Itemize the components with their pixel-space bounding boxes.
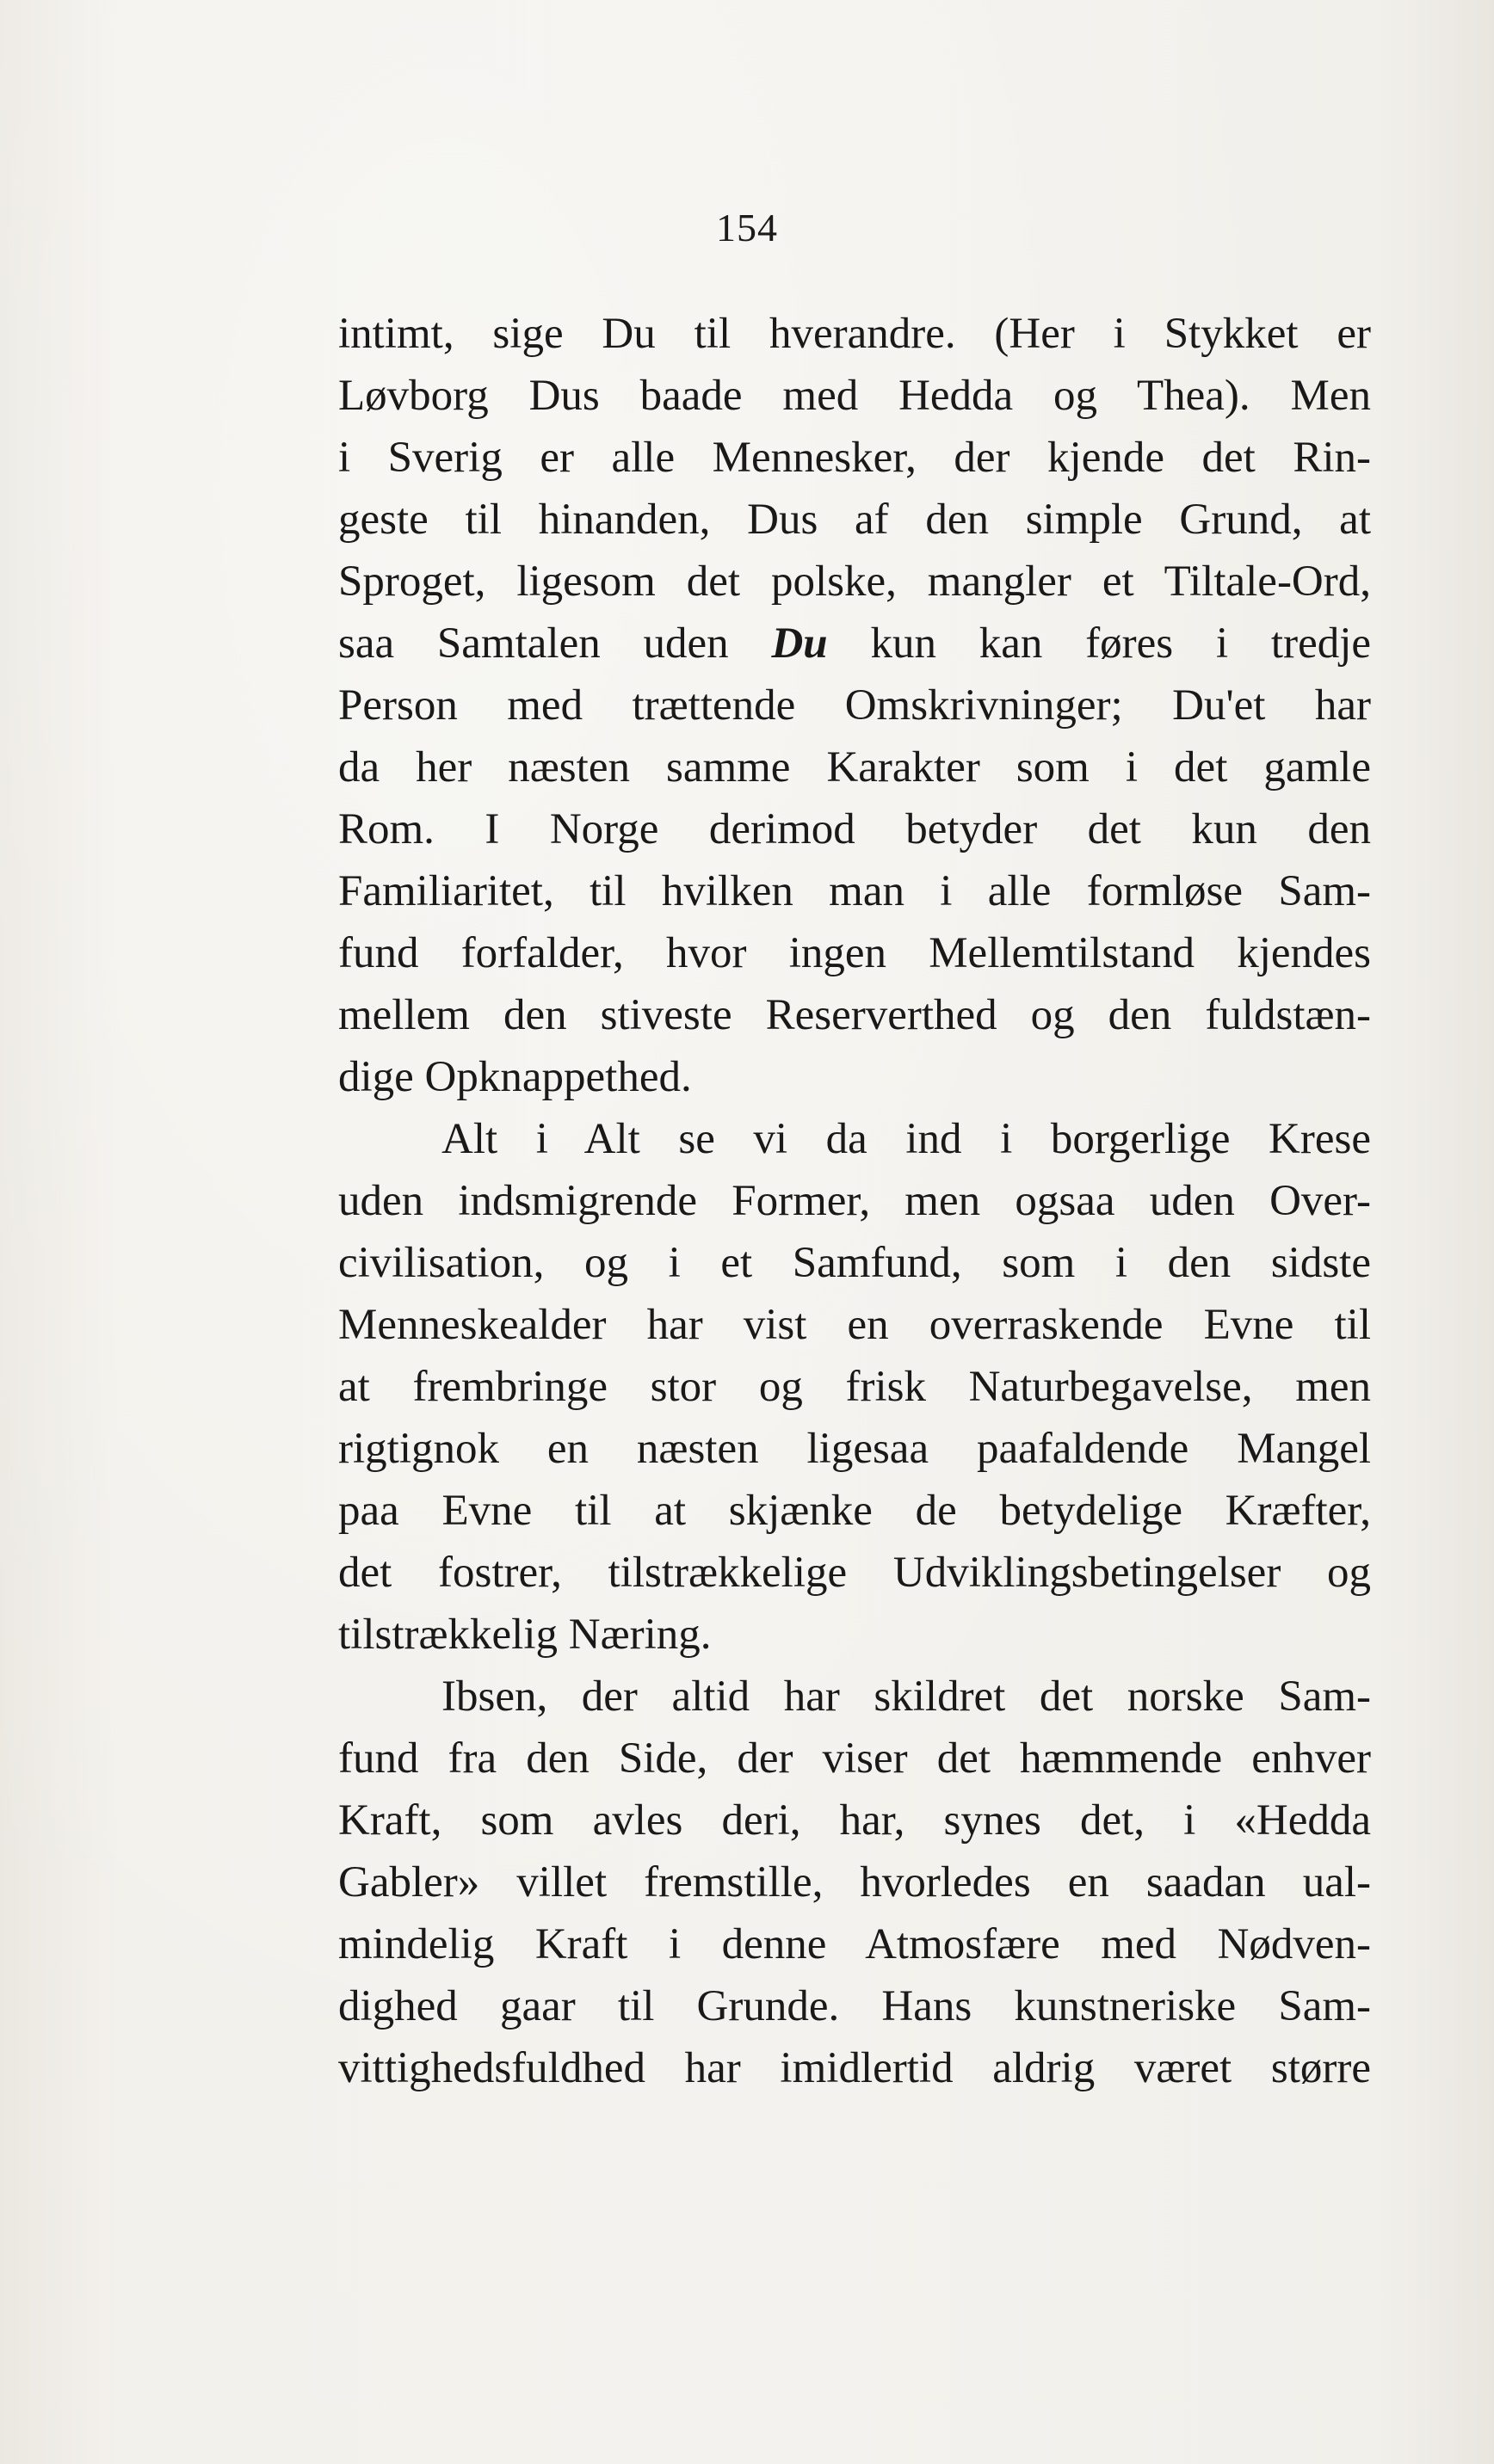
text-line: fund fra den Side, der viser det hæmmende enhver (338, 1734, 1371, 1783)
text-line: tilstrækkelig Næring. (338, 1611, 712, 1659)
text-line: paa Evne til at skjænke de betydelige Kræfter, (338, 1487, 1371, 1535)
text-line: Alt i Alt se vi da ind i borgerlige Krese (441, 1115, 1371, 1163)
italic-word: Du (771, 619, 828, 668)
text-line: Person med trættende Omskrivninger; Du'et har (338, 681, 1371, 730)
text-line: mellem den stiveste Reserverthed og den fuldstæn- (338, 991, 1371, 1039)
text-line: vittighedsfuldhed har imidlertid aldrig været større (338, 2044, 1371, 2092)
text-line: dighed gaar til Grunde. Hans kunstneriske Sam- (338, 1982, 1371, 2030)
body-text (338, 303, 1371, 2099)
text-line: det fostrer, tilstrækkelige Udviklingsbetingelser og (338, 1549, 1371, 1597)
text-line-with-italic (338, 613, 1371, 675)
text-fragment: saa Samtalen uden (338, 619, 729, 668)
text-line: Sproget, ligesom det polske, mangler et Tiltale-Ord, (338, 557, 1371, 606)
text-line: Familiaritet, til hvilken man i alle formløse Sam- (338, 867, 1371, 915)
text-line: Løvborg Dus baade med Hedda og Thea). Men (338, 372, 1371, 420)
text-line: da her næsten samme Karakter som i det gamle (338, 743, 1371, 792)
text-line: Gabler» villet fremstille, hvorledes en saadan ual- (338, 1858, 1371, 1907)
text-line: rigtignok en næsten ligesaa paafaldende Mangel (338, 1425, 1371, 1473)
text-line: intimt, sige Du til hverandre. (Her i Stykket er (338, 310, 1371, 358)
text-line: Kraft, som avles deri, har, synes det, i «Hedda (338, 1796, 1371, 1845)
text-line: dige Opknappethed. (338, 1053, 692, 1101)
text-line: mindelig Kraft i denne Atmosfære med Nødven- (338, 1920, 1371, 1968)
text-fragment: kun kan føres i tredje (870, 619, 1372, 668)
text-line: fund forfalder, hvor ingen Mellemtilstand kjendes (338, 929, 1371, 977)
text-line: Ibsen, der altid har skildret det norske Sam- (441, 1672, 1371, 1721)
page-number: 154 (716, 206, 778, 249)
text-line: Rom. I Norge derimod betyder det kun den (338, 805, 1371, 853)
text-line: Menneskealder har vist en overraskende Evne til (338, 1301, 1371, 1349)
text-line: civilisation, og i et Samfund, som i den sidste (338, 1239, 1371, 1287)
text-line: i Sverig er alle Mennesker, der kjende det Rin- (338, 434, 1371, 482)
text-line: geste til hinanden, Dus af den simple Grund, at (338, 496, 1371, 544)
text-line: at frembringe stor og frisk Naturbegavelse, men (338, 1363, 1371, 1411)
text-line: uden indsmigrende Former, men ogsaa uden Over- (338, 1177, 1371, 1225)
